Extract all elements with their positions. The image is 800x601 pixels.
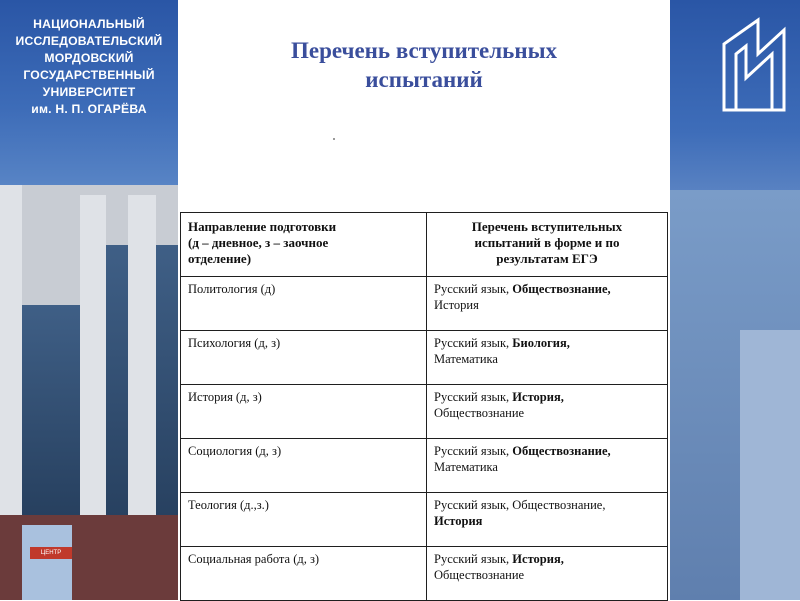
exam-bold: Биология, bbox=[512, 336, 570, 350]
exam-plain: Русский язык, bbox=[434, 552, 510, 566]
exam-plain: Русский язык, bbox=[434, 282, 510, 296]
exam-tail: Математика bbox=[434, 352, 498, 366]
exam-tail: Математика bbox=[434, 460, 498, 474]
table-row bbox=[181, 385, 668, 439]
university-name bbox=[0, 16, 178, 118]
exam-tail: Обществознание bbox=[434, 406, 525, 420]
direction-cell: Социология (д, з) bbox=[181, 439, 427, 493]
exams-cell bbox=[427, 493, 668, 547]
header-line: испытаний в форме и по bbox=[474, 235, 620, 250]
page-title-line: испытаний bbox=[365, 67, 483, 92]
header-line: (д – дневное, з – заочное bbox=[188, 235, 329, 250]
exam-plain: Русский язык, bbox=[434, 444, 510, 458]
university-name-line: УНИВЕРСИТЕТ bbox=[42, 85, 136, 99]
column-header-direction bbox=[181, 213, 427, 277]
exams-cell bbox=[427, 547, 668, 601]
exam-tail: Обществознание bbox=[434, 568, 525, 582]
header-line: результатам ЕГЭ bbox=[496, 251, 598, 266]
exam-plain: Русский язык, bbox=[434, 336, 510, 350]
table-row bbox=[181, 331, 668, 385]
exam-bold: История bbox=[434, 514, 483, 528]
building-door bbox=[22, 525, 72, 600]
direction-cell: Политология (д) bbox=[181, 277, 427, 331]
direction-cell: История (д, з) bbox=[181, 385, 427, 439]
university-name-line: НАЦИОНАЛЬНЫЙ bbox=[33, 17, 145, 31]
entrance-exams-table bbox=[180, 212, 668, 601]
direction-cell: Теология (д.,з.) bbox=[181, 493, 427, 547]
header-line: Направление подготовки bbox=[188, 219, 337, 234]
table-row bbox=[181, 547, 668, 601]
direction-cell: Социальная работа (д, з) bbox=[181, 547, 427, 601]
header-line: отделение) bbox=[188, 251, 252, 266]
building-sign: ЦЕНТР bbox=[30, 547, 72, 559]
page-title-line: Перечень вступительных bbox=[290, 38, 558, 63]
direction-cell: Психология (д, з) bbox=[181, 331, 427, 385]
university-logo-icon bbox=[718, 14, 790, 116]
decorative-dot bbox=[333, 138, 335, 140]
page-title bbox=[178, 36, 670, 94]
exam-bold: Обществознание, bbox=[512, 282, 611, 296]
exam-bold: История, bbox=[512, 390, 564, 404]
left-decor-panel bbox=[0, 0, 178, 600]
building-glass bbox=[156, 245, 178, 525]
table-row bbox=[181, 277, 668, 331]
building-glass bbox=[22, 305, 80, 515]
exam-plain: Русский язык, bbox=[434, 390, 510, 404]
header-line: Перечень вступительных bbox=[471, 219, 623, 234]
exam-tail: История bbox=[434, 298, 479, 312]
table-row bbox=[181, 493, 668, 547]
building-wall bbox=[740, 330, 800, 600]
column-header-exams bbox=[427, 213, 668, 277]
exam-bold: Обществознание, bbox=[512, 444, 611, 458]
exams-cell bbox=[427, 385, 668, 439]
exams-cell bbox=[427, 277, 668, 331]
building-photo bbox=[0, 185, 178, 600]
exam-plain: Русский язык, Обществознание, bbox=[434, 498, 606, 512]
university-name-line: им. Н. П. ОГАРЁВА bbox=[31, 102, 147, 116]
table-header-row bbox=[181, 213, 668, 277]
university-name-line: ИССЛЕДОВАТЕЛЬСКИЙ bbox=[15, 34, 163, 48]
exam-bold: История, bbox=[512, 552, 564, 566]
university-name-line: МОРДОВСКИЙ bbox=[44, 51, 134, 65]
exams-cell bbox=[427, 439, 668, 493]
university-name-line: ГОСУДАРСТВЕННЫЙ bbox=[23, 68, 155, 82]
exams-cell bbox=[427, 331, 668, 385]
building-glass bbox=[106, 245, 128, 525]
table-row bbox=[181, 439, 668, 493]
